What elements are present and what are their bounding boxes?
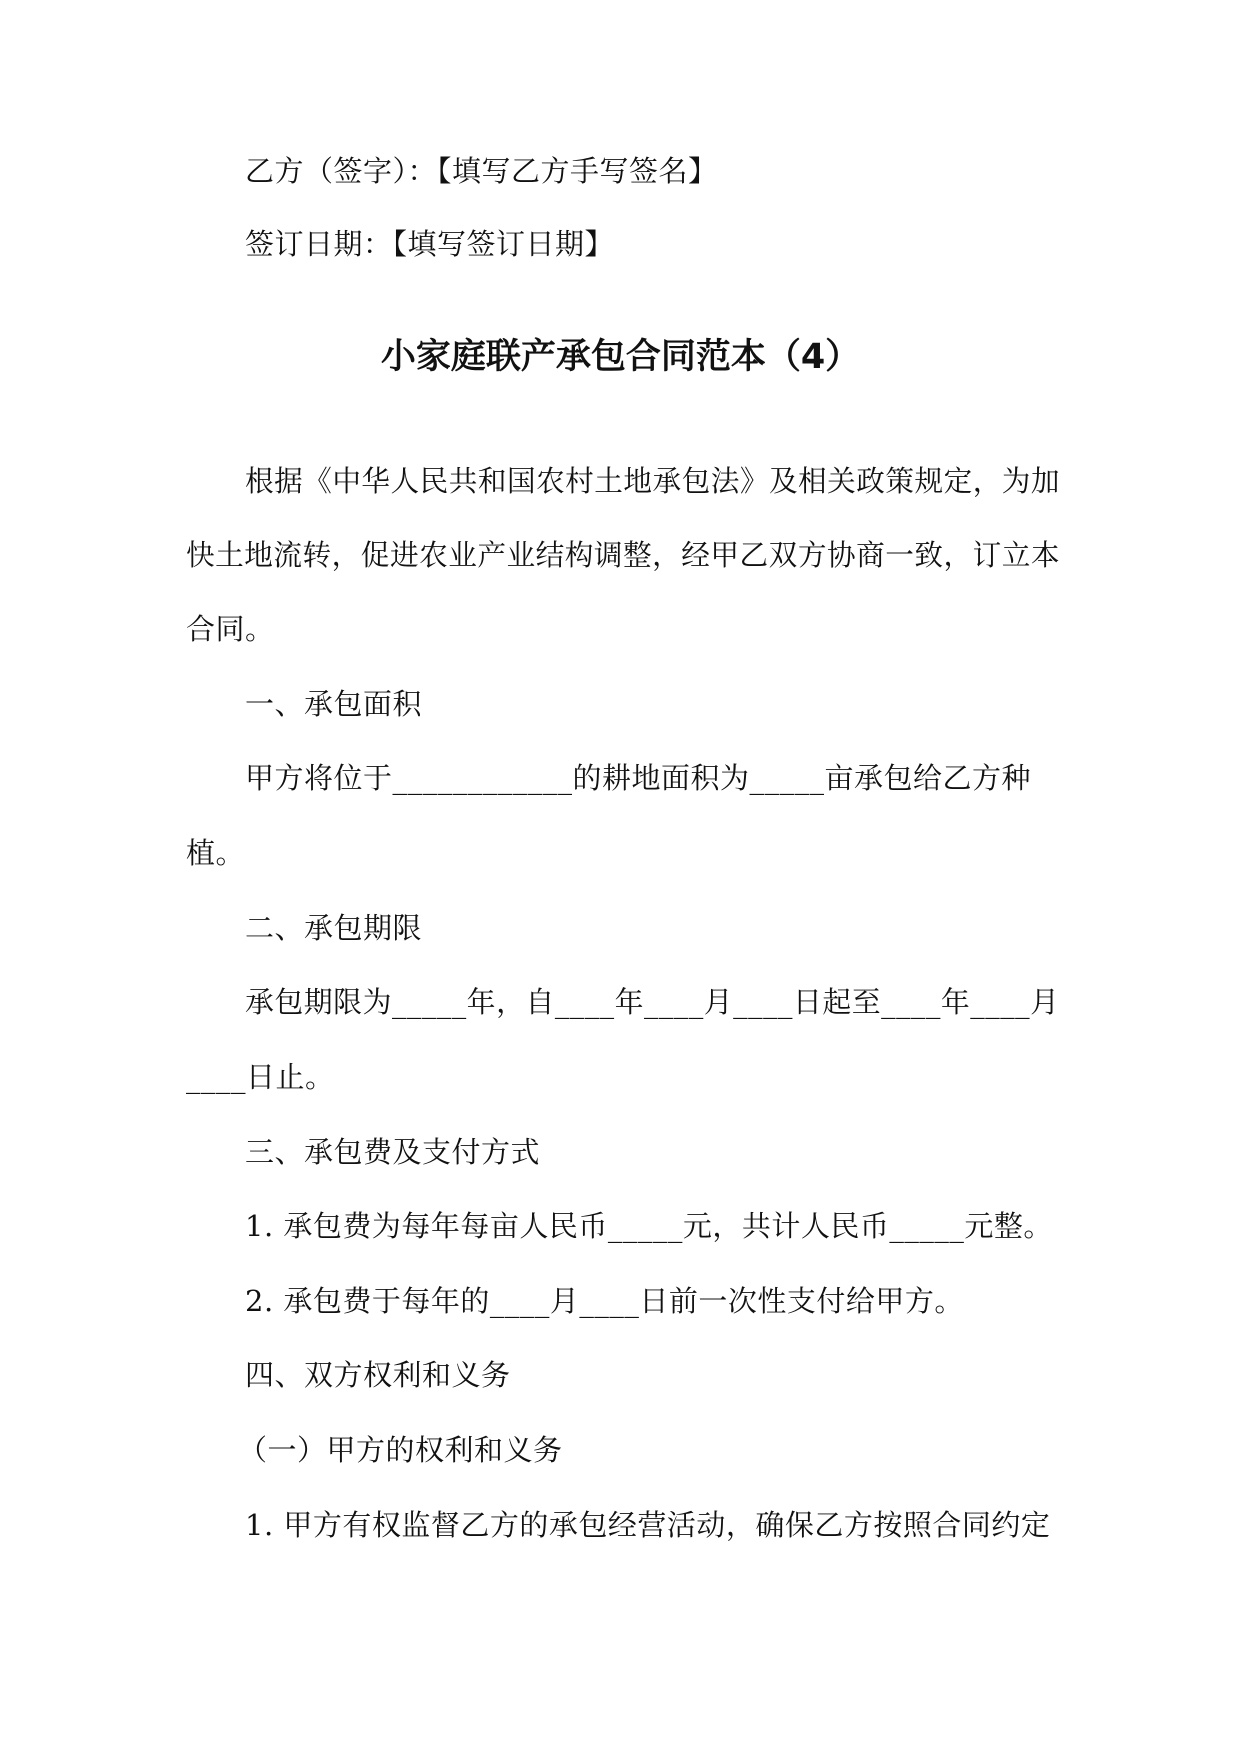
section1-body-line-2: 植。: [186, 836, 246, 870]
section4-heading: 四、双方权利和义务: [245, 1358, 511, 1392]
section2-body-line-2: ____日止。: [186, 1060, 335, 1094]
preamble-line-1: 根据《中华人民共和国农村土地承包法》及相关政策规定，为加: [245, 464, 1061, 498]
signing-date-line: 签订日期：【填写签订日期】: [245, 227, 615, 261]
document-title: 小家庭联产承包合同范本（4）: [380, 337, 861, 377]
section2-heading: 二、承包期限: [245, 911, 423, 945]
section3-item-2: 2. 承包费于每年的____月____日前一次性支付给甲方。: [245, 1284, 964, 1318]
section3-heading: 三、承包费及支付方式: [245, 1135, 541, 1169]
section3-item-1: 1. 承包费为每年每亩人民币_____元，共计人民币_____元整。: [245, 1209, 1053, 1243]
section4-item-1: 1. 甲方有权监督乙方的承包经营活动，确保乙方按照合同约定: [245, 1508, 1051, 1542]
section1-heading: 一、承包面积: [245, 687, 423, 721]
party-b-signature-line: 乙方（签字）：【填写乙方手写签名】: [245, 154, 718, 188]
section1-body-line-1: 甲方将位于____________的耕地面积为_____亩承包给乙方种: [245, 761, 1032, 795]
preamble-line-3: 合同。: [186, 612, 275, 646]
section2-body-line-1: 承包期限为_____年，自____年____月____日起至____年____月: [245, 985, 1060, 1019]
preamble-line-2: 快土地流转，促进农业产业结构调整，经甲乙双方协商一致，订立本: [186, 538, 1061, 572]
section4-sub-heading: （一）甲方的权利和义务: [238, 1433, 563, 1467]
